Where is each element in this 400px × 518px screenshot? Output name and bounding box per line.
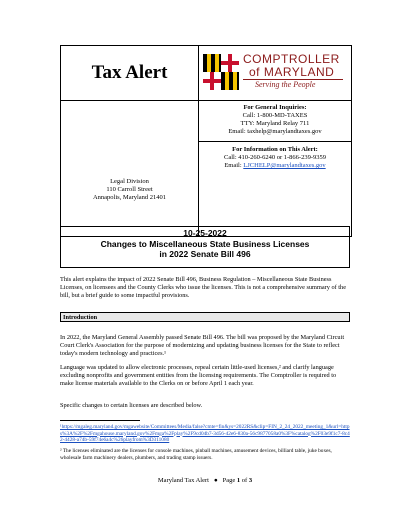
alert-information-heading: For Information on This Alert: bbox=[232, 146, 318, 153]
legal-line: 110 Carroll Street bbox=[106, 186, 153, 193]
general-inquiries-line: TTY: Maryland Relay 711 bbox=[240, 120, 310, 127]
footer-page-total: 3 bbox=[248, 477, 253, 484]
body-paragraph-2: Language was updated to allow electronic processes, repeal certain little-used licenses,² and clarify language excluding nonprofits and government entities from the licensing requirements. The Comptroller is required to make license materials available to the Clerks on or before April 1 each year. bbox=[60, 364, 337, 388]
headline-line-2: in 2022 Senate Bill 496 bbox=[159, 249, 251, 259]
legal-division-address bbox=[61, 178, 198, 202]
alert-date: 10-25-2022 bbox=[183, 228, 227, 238]
footnote-1-link[interactable]: ¹https://mgaleg.maryland.gov/mgawebsite/Committees/Media/false?cmte=fin&ys=2022RS&clip=FIN_2_24_2022_meeting_1&url=https%3A%2F%2Fmgahouse.maryland.gov%2Fmga%2Fplay%2F9cd04b7-3d56-42e6-830a-56c9877058a0%3F%catalog%2F03e9f1c7-8c42-4428-a74b-59f74e6a4c%26playfrom%3D311080 bbox=[60, 424, 350, 444]
email-prefix: Email: bbox=[224, 162, 244, 169]
general-inquiries-heading: For General Inquiries: bbox=[243, 104, 307, 111]
page-footer bbox=[60, 477, 350, 484]
general-inquiries-line: Call: 1-800-MD-TAXES bbox=[242, 112, 308, 119]
header-divider-inquiries bbox=[199, 141, 351, 142]
footer-of: of bbox=[241, 477, 248, 484]
header-table bbox=[60, 45, 352, 237]
logo-tagline: Serving the People bbox=[255, 80, 316, 89]
document-title: Tax Alert bbox=[91, 62, 168, 83]
general-inquiries bbox=[199, 104, 351, 136]
legal-line: Legal Division bbox=[110, 178, 149, 185]
alert-information-call: Call: 410-260-6240 or 1-866-239-9359 bbox=[223, 154, 326, 161]
section-heading-introduction: Introduction bbox=[60, 312, 350, 322]
headline-box bbox=[60, 226, 350, 268]
alert-email-link[interactable]: LJCHELP@marylandtaxes.gov bbox=[243, 162, 326, 169]
body-paragraph-3: Specific changes to certain licenses are described below. bbox=[60, 402, 203, 409]
footer-page-prefix: Page bbox=[222, 477, 236, 484]
header-divider-horizontal bbox=[61, 100, 351, 101]
logo-line-1: COMPTROLLER bbox=[243, 52, 340, 66]
legal-line: Annapolis, Maryland 21401 bbox=[92, 194, 167, 201]
alert-information bbox=[199, 146, 351, 170]
logo-line-2: of MARYLAND bbox=[249, 65, 335, 79]
general-inquiries-line: Email: taxhelp@marylandtaxes.gov bbox=[228, 128, 322, 135]
comptroller-logo bbox=[203, 50, 349, 96]
body-paragraph-1: In 2022, the Maryland General Assembly passed Senate Bill 496. The bill was proposed by the Maryland Circuit Court Clerk's Association for the purpose of modernizing and updating business licenses for the State to reflect today's modern technology and practices.¹ bbox=[60, 334, 345, 358]
headline-line-1: Changes to Miscellaneous State Business Licenses bbox=[100, 238, 310, 249]
footer-page-number: 1 bbox=[236, 477, 241, 484]
intro-paragraph: This alert explains the impact of 2022 Senate Bill 496, Business Regulation – Miscellaneous State Business Licenses, on licensees and the County Clerks who issue the licenses. This is not a comprehensive summary of the bill, but a brief guide to some impactful provisions. bbox=[60, 276, 346, 300]
maryland-flag-icon bbox=[203, 54, 239, 90]
alert-information-email-line bbox=[199, 162, 351, 170]
footnote-rule bbox=[60, 420, 140, 421]
footer-title: Maryland Tax Alert bbox=[157, 477, 209, 484]
footnote-2: ² The licenses eliminated are the licenses for console machines, pinball machines, amusement devices, billiard table, juke boxes, wholesale farm machinery dealers, plumbers, and trading stamp issuers. bbox=[60, 448, 332, 461]
footer-bullet: ● bbox=[213, 477, 218, 484]
